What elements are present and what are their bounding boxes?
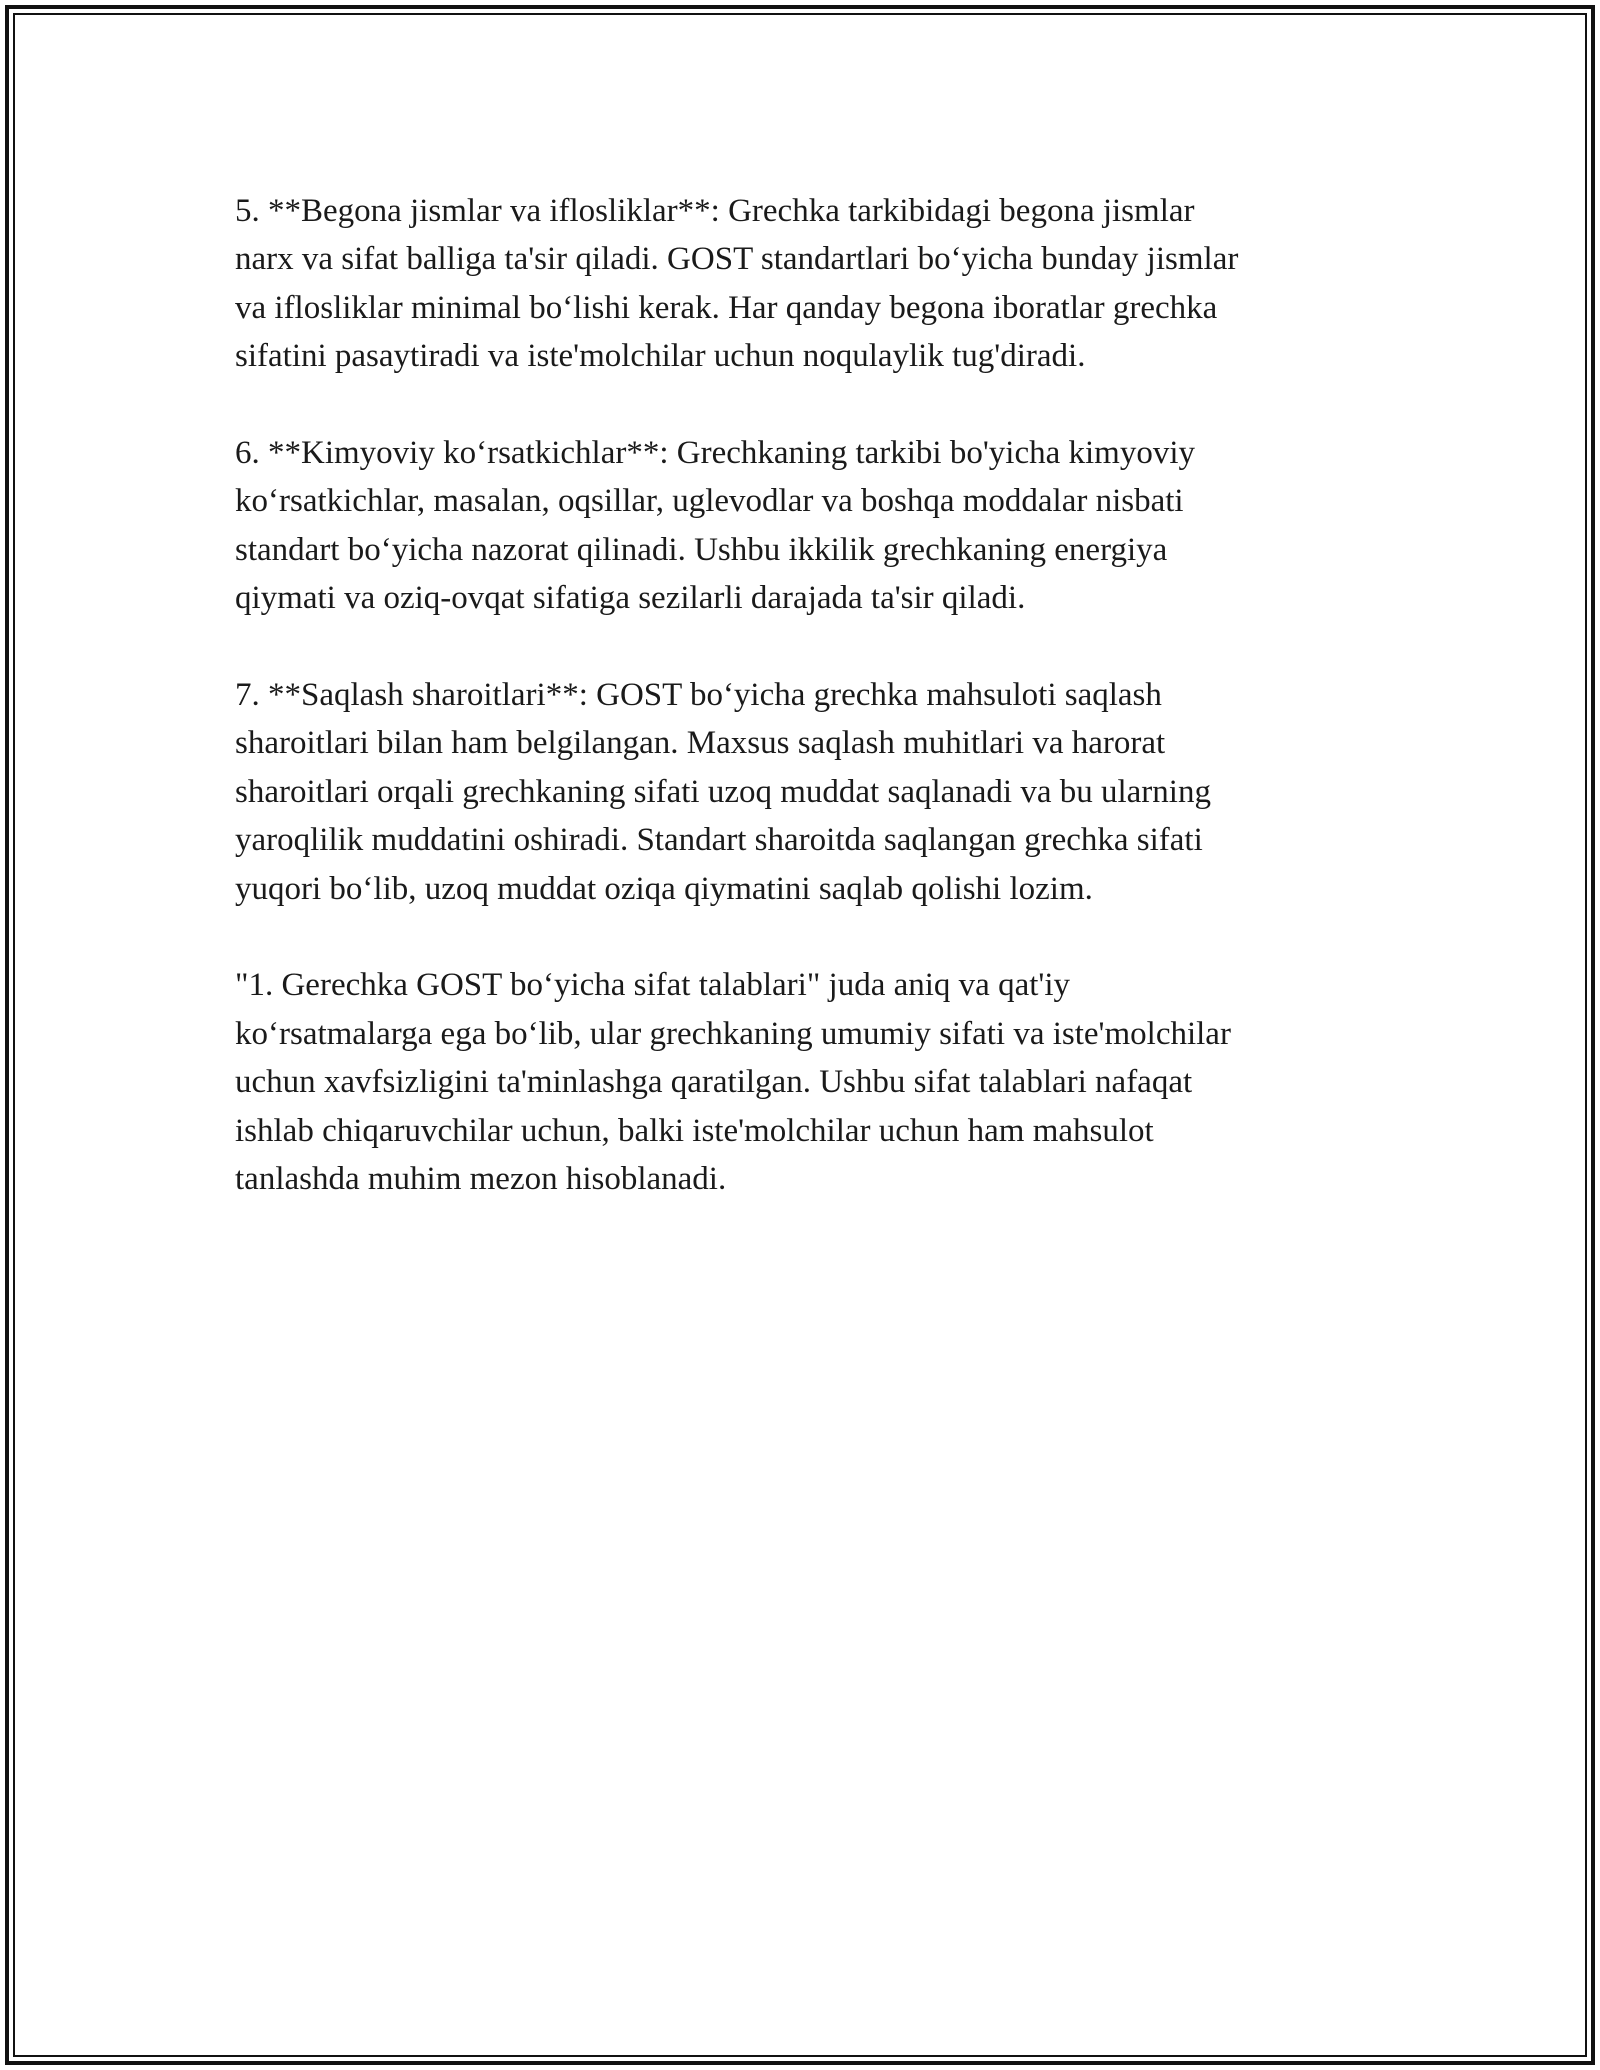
- text-line: 7. **Saqlash sharoitlari**: GOST bo‘yicha grechka mahsuloti saqlash: [235, 677, 1162, 714]
- text-line: sharoitlari bilan ham belgilangan. Maxsus saqlash muhitlari va harorat: [235, 725, 1166, 762]
- paragraph-begona-jismlar: [235, 187, 1375, 381]
- text-line: va iflosliklar minimal bo‘lishi kerak. Har qanday begona iboratlar grechka: [235, 289, 1218, 326]
- text-line: sharoitlari orqali grechkaning sifati uzoq muddat saqlanadi va bu ularning: [235, 773, 1211, 810]
- text-line: ishlab chiqaruvchilar uchun, balki iste'molchilar uchun ham mahsulot: [235, 1112, 1154, 1149]
- text-line: uchun xavfsizligini ta'minlashga qaratilgan. Ushbu sifat talablari nafaqat: [235, 1064, 1193, 1101]
- text-line: 5. **Begona jismlar va iflosliklar**: Grechka tarkibidagi begona jismlar: [235, 193, 1195, 229]
- text-line: sifatini pasaytiradi va iste'molchilar uchun noqulaylik tug'diradi.: [235, 338, 1086, 375]
- text-line: ko‘rsatkichlar, masalan, oqsillar, uglevodlar va boshqa moddalar nisbati: [235, 483, 1184, 520]
- paragraph-saqlash-sharoitlari: [235, 671, 1375, 913]
- text-line: "1. Gerechka GOST bo‘yicha sifat talablari" juda aniq va qat'iy: [235, 967, 1071, 1004]
- text-line: yaroqlilik muddatini oshiradi. Standart sharoitda saqlangan grechka sifati: [235, 822, 1203, 859]
- paragraph-sifat-talablari-summary: [235, 961, 1375, 1203]
- text-line: qiymati va oziq-ovqat sifatiga sezilarli darajada ta'sir qiladi.: [235, 580, 1026, 617]
- text-line: yuqori bo‘lib, uzoq muddat oziqa qiymatini saqlab qolishi lozim.: [235, 870, 1093, 907]
- text-line: narx va sifat balliga ta'sir qiladi. GOST standartlari bo‘yicha bunday jismlar: [235, 241, 1239, 278]
- text-line: 6. **Kimyoviy ko‘rsatkichlar**: Grechkaning tarkibi bo'yicha kimyoviy: [235, 435, 1195, 472]
- text-line: ko‘rsatmalarga ega bo‘lib, ular grechkaning umumiy sifati va iste'molchilar: [235, 1015, 1231, 1052]
- text-line: tanlashda muhim mezon hisoblanadi.: [235, 1161, 727, 1198]
- text-line: standart bo‘yicha nazorat qilinadi. Ushbu ikkilik grechkaning energiya: [235, 531, 1168, 568]
- document-body: [235, 187, 1375, 1252]
- paragraph-kimyoviy-korsatkichlar: [235, 429, 1375, 623]
